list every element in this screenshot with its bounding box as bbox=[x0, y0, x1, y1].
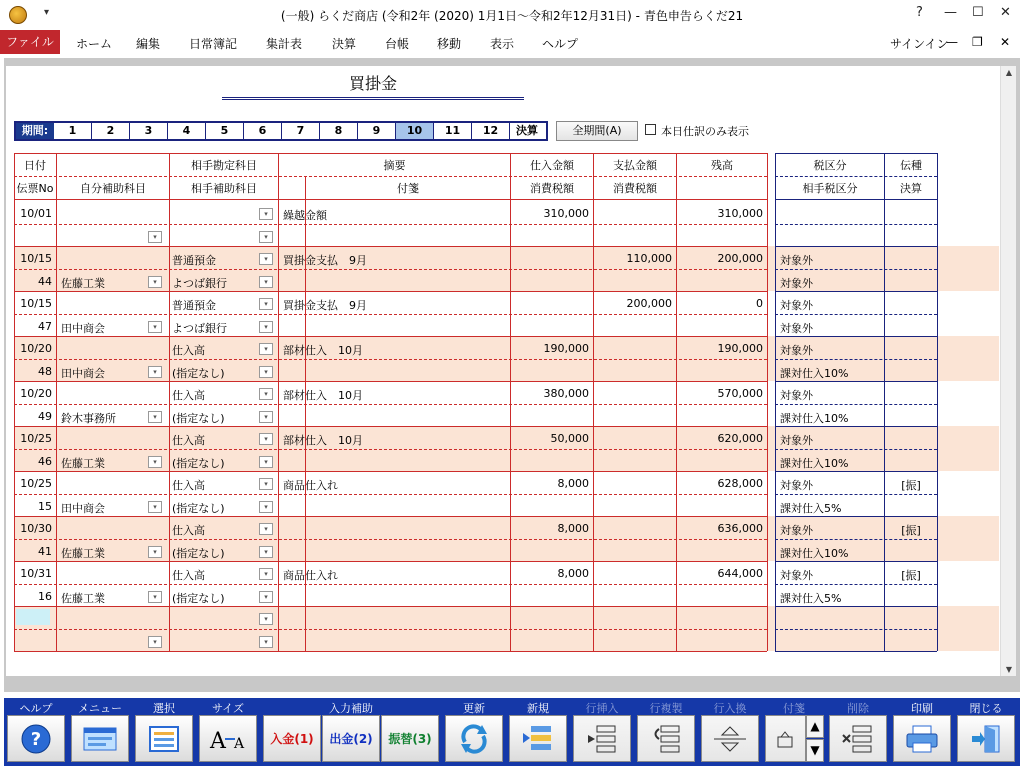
print-tool[interactable] bbox=[890, 698, 954, 766]
dropdown-arrow-icon[interactable]: ▾ bbox=[259, 276, 273, 288]
window-title: (一般) らくだ商店 (令和2年 (2020) 1月1日～令和2年12月31日) - 青色申告らくだ21 bbox=[280, 9, 744, 23]
entry-description[interactable]: 部材仕入 10月 bbox=[283, 389, 363, 402]
row-insert-tool[interactable] bbox=[570, 698, 634, 766]
month-4[interactable]: 4 bbox=[168, 123, 206, 139]
entry-balance: 570,000 bbox=[717, 387, 763, 400]
grid-line bbox=[14, 471, 767, 472]
size-tool-button[interactable] bbox=[199, 715, 257, 762]
input-assist-group bbox=[260, 698, 442, 766]
menu-bar bbox=[0, 30, 1024, 56]
entry-counter-sub-account[interactable]: (指定なし) bbox=[172, 547, 225, 560]
deposit-button[interactable]: 入金(1) bbox=[263, 715, 321, 762]
entry-purchase-amount[interactable]: 310,000 bbox=[543, 207, 589, 220]
input-cursor-cell[interactable] bbox=[16, 609, 50, 625]
dropdown-arrow-icon[interactable]: ▾ bbox=[259, 411, 273, 423]
entry-slip-no[interactable]: 16 bbox=[38, 590, 52, 603]
row-insert-tool-button[interactable] bbox=[573, 715, 631, 762]
dropdown-arrow-icon[interactable]: ▾ bbox=[259, 636, 273, 648]
entry-purchase-amount[interactable]: 50,000 bbox=[550, 432, 589, 445]
help-tool-label: ヘルプ bbox=[19, 702, 53, 715]
dropdown-arrow-icon[interactable]: ▾ bbox=[148, 366, 162, 378]
tax-grid-line bbox=[775, 314, 937, 315]
entry-slip-type: [振] bbox=[901, 569, 921, 582]
dropdown-arrow-icon[interactable]: ▾ bbox=[259, 231, 273, 243]
entry-slip-no[interactable]: 47 bbox=[38, 320, 52, 333]
month-8[interactable]: 8 bbox=[320, 123, 358, 139]
entry-tax-class[interactable]: 対象外 bbox=[780, 569, 813, 582]
help-tool-button[interactable] bbox=[7, 715, 65, 762]
entry-counter-tax-class[interactable]: 課対仕入10% bbox=[780, 367, 849, 380]
refresh-tool-button[interactable] bbox=[445, 715, 503, 762]
entry-description[interactable]: 繰越金額 bbox=[283, 209, 327, 222]
entry-date[interactable]: 10/30 bbox=[20, 522, 52, 535]
month-1[interactable]: 1 bbox=[54, 123, 92, 139]
header-sticky: 付箋 bbox=[397, 182, 419, 195]
dropdown-arrow-icon[interactable]: ▾ bbox=[259, 568, 273, 580]
month-closing[interactable]: 決算 bbox=[516, 124, 538, 137]
entry-purchase-amount[interactable]: 8,000 bbox=[557, 522, 589, 535]
dropdown-arrow-icon[interactable]: ▾ bbox=[148, 636, 162, 648]
header-own-sub-account: 自分補助科目 bbox=[80, 182, 146, 195]
entry-own-sub-account[interactable]: 鈴木事務所 bbox=[61, 412, 116, 425]
menu-tool-label: メニュー bbox=[78, 702, 122, 715]
entry-own-sub-account[interactable]: 田中商会 bbox=[61, 502, 105, 515]
sticky-tool-button[interactable] bbox=[765, 715, 806, 762]
help-button[interactable]: ? bbox=[916, 5, 923, 20]
entry-counter-account[interactable]: 仕入高 bbox=[172, 344, 205, 357]
entry-tax-class[interactable]: 対象外 bbox=[780, 344, 813, 357]
menu-view[interactable]: 表示 bbox=[490, 37, 515, 51]
exit-door-icon bbox=[969, 723, 1003, 755]
grid-line bbox=[14, 426, 767, 427]
menu-closing[interactable]: 決算 bbox=[332, 37, 357, 51]
tax-grid-line bbox=[775, 606, 937, 607]
tax-grid-line bbox=[775, 381, 937, 382]
entry-counter-sub-account[interactable]: (指定なし) bbox=[172, 502, 225, 515]
child-minimize-button[interactable]: — bbox=[946, 35, 958, 49]
withdraw-button[interactable]: 出金(2) bbox=[322, 715, 380, 762]
entry-description[interactable]: 商品仕入れ bbox=[283, 479, 338, 492]
entry-tax-class[interactable]: 対象外 bbox=[780, 254, 813, 267]
dropdown-arrow-icon[interactable]: ▾ bbox=[259, 456, 273, 468]
sticky-up-icon[interactable]: ▲ bbox=[806, 715, 824, 738]
entry-own-sub-account[interactable]: 佐藤工業 bbox=[61, 592, 105, 605]
header-payment: 支払金額 bbox=[613, 159, 657, 172]
entry-slip-no[interactable]: 15 bbox=[38, 500, 52, 513]
input-assist-label: 入力補助 bbox=[329, 702, 373, 715]
entry-counter-sub-account[interactable]: (指定なし) bbox=[172, 592, 225, 605]
entry-balance: 190,000 bbox=[717, 342, 763, 355]
tax-grid-line bbox=[775, 539, 937, 540]
dropdown-arrow-icon[interactable]: ▾ bbox=[259, 523, 273, 535]
entry-tax-class[interactable]: 対象外 bbox=[780, 479, 813, 492]
grid-line bbox=[14, 314, 767, 315]
entry-date[interactable]: 10/25 bbox=[20, 432, 52, 445]
entry-counter-sub-account[interactable]: よつば銀行 bbox=[172, 322, 227, 335]
tax-grid-line bbox=[775, 269, 937, 270]
svg-text:A: A bbox=[234, 735, 245, 752]
grid-line bbox=[14, 269, 767, 270]
grid-line bbox=[14, 449, 767, 450]
entry-slip-no[interactable]: 49 bbox=[38, 410, 52, 423]
dropdown-arrow-icon[interactable]: ▾ bbox=[259, 388, 273, 400]
page-title: 買掛金 bbox=[222, 71, 524, 100]
new-tool-label: 新規 bbox=[527, 702, 549, 715]
sticky-note-icon bbox=[775, 729, 797, 749]
tax-grid-line bbox=[775, 404, 937, 405]
tax-grid-line bbox=[775, 629, 937, 630]
refresh-icon bbox=[457, 722, 491, 756]
dropdown-arrow-icon[interactable]: ▾ bbox=[148, 411, 162, 423]
entry-date[interactable]: 10/15 bbox=[20, 252, 52, 265]
header-counter-sub-account: 相手補助科目 bbox=[191, 182, 257, 195]
dropdown-arrow-icon[interactable]: ▾ bbox=[259, 591, 273, 603]
delete-tool-button[interactable] bbox=[829, 715, 887, 762]
entry-own-sub-account[interactable]: 田中商会 bbox=[61, 322, 105, 335]
tax-grid-line bbox=[775, 449, 937, 450]
delete-row-icon bbox=[841, 723, 875, 755]
menu-screen-icon bbox=[82, 725, 118, 753]
entry-slip-no[interactable]: 48 bbox=[38, 365, 52, 378]
dropdown-arrow-icon[interactable]: ▾ bbox=[259, 343, 273, 355]
entry-counter-account[interactable]: 仕入高 bbox=[172, 434, 205, 447]
header-balance: 残高 bbox=[711, 159, 733, 172]
printer-icon bbox=[904, 723, 940, 755]
tax-grid-line bbox=[775, 336, 937, 337]
entry-purchase-amount[interactable]: 8,000 bbox=[557, 567, 589, 580]
grid-line bbox=[767, 153, 768, 651]
entry-tax-class[interactable]: 対象外 bbox=[780, 389, 813, 402]
grid-line bbox=[14, 561, 767, 562]
entry-description[interactable]: 買掛金支払 9月 bbox=[283, 254, 367, 267]
entry-counter-tax-class[interactable]: 対象外 bbox=[780, 322, 813, 335]
entry-own-sub-account[interactable]: 佐藤工業 bbox=[61, 457, 105, 470]
dropdown-arrow-icon[interactable]: ▾ bbox=[148, 456, 162, 468]
grid-line bbox=[593, 153, 594, 651]
dropdown-arrow-icon[interactable]: ▾ bbox=[148, 501, 162, 513]
entry-counter-account[interactable]: 普通預金 bbox=[172, 254, 216, 267]
menu-home[interactable]: ホーム bbox=[76, 37, 113, 51]
month-3[interactable]: 3 bbox=[130, 123, 168, 139]
entry-date[interactable]: 10/20 bbox=[20, 387, 52, 400]
entry-counter-tax-class[interactable]: 課対仕入10% bbox=[780, 412, 849, 425]
grid-line bbox=[14, 539, 767, 540]
close-tool-button[interactable] bbox=[957, 715, 1015, 762]
row-copy-tool[interactable] bbox=[634, 698, 698, 766]
refresh-tool[interactable] bbox=[442, 698, 506, 766]
month-2[interactable]: 2 bbox=[92, 123, 130, 139]
grid-line bbox=[14, 176, 767, 177]
today-only-label: 本日仕訳のみ表示 bbox=[661, 125, 749, 138]
tax-grid-line bbox=[775, 584, 937, 585]
entry-own-sub-account[interactable]: 佐藤工業 bbox=[61, 277, 105, 290]
entry-purchase-amount[interactable]: 190,000 bbox=[543, 342, 589, 355]
grid-line bbox=[278, 153, 279, 651]
tax-grid-line bbox=[775, 494, 937, 495]
entry-balance: 200,000 bbox=[717, 252, 763, 265]
maximize-button[interactable]: ☐ bbox=[972, 5, 984, 20]
sticky-down-icon[interactable]: ▼ bbox=[806, 739, 824, 762]
header-counter-tax-class: 相手税区分 bbox=[802, 182, 858, 195]
tax-grid-line bbox=[775, 153, 776, 651]
sticky-tool[interactable] bbox=[762, 698, 826, 766]
entry-counter-account[interactable]: 仕入高 bbox=[172, 524, 205, 537]
row-swap-icon bbox=[710, 723, 750, 755]
header-slip-no: 伝票No bbox=[16, 182, 54, 195]
svg-text:?: ? bbox=[30, 728, 42, 750]
header-closing: 決算 bbox=[900, 182, 922, 195]
close-tool-label: 閉じる bbox=[969, 702, 1003, 715]
function-toolbar bbox=[4, 698, 1020, 766]
entry-date[interactable]: 10/20 bbox=[20, 342, 52, 355]
header-purchase: 仕入金額 bbox=[530, 159, 574, 172]
entry-counter-account[interactable]: 仕入高 bbox=[172, 389, 205, 402]
tax-grid-line bbox=[937, 153, 938, 651]
entry-balance: 0 bbox=[756, 297, 763, 310]
tax-grid-line bbox=[775, 291, 937, 292]
size-tool[interactable] bbox=[196, 698, 260, 766]
dropdown-arrow-icon[interactable]: ▾ bbox=[148, 591, 162, 603]
entry-slip-no[interactable]: 44 bbox=[38, 275, 52, 288]
grid-line bbox=[14, 224, 767, 225]
scroll-down-icon[interactable]: ▼ bbox=[1005, 665, 1013, 674]
grid-line bbox=[14, 199, 767, 200]
dropdown-arrow-icon[interactable]: ▾ bbox=[259, 298, 273, 310]
child-restore-button[interactable]: ❐ bbox=[972, 35, 983, 49]
today-only-checkbox[interactable] bbox=[645, 124, 656, 135]
entry-slip-type: [振] bbox=[901, 524, 921, 537]
entry-counter-sub-account[interactable]: よつば銀行 bbox=[172, 277, 227, 290]
grid-line bbox=[14, 651, 767, 652]
dropdown-arrow-icon[interactable]: ▾ bbox=[259, 613, 273, 625]
entry-balance: 310,000 bbox=[717, 207, 763, 220]
grid-line bbox=[14, 494, 767, 495]
tax-grid-line bbox=[775, 561, 937, 562]
help-icon bbox=[20, 723, 52, 755]
close-tool[interactable] bbox=[954, 698, 1018, 766]
month-12[interactable]: 12 bbox=[472, 123, 510, 139]
row-copy-tool-button[interactable] bbox=[637, 715, 695, 762]
row-copy-icon bbox=[649, 723, 683, 755]
entry-balance: 620,000 bbox=[717, 432, 763, 445]
entry-slip-no[interactable]: 46 bbox=[38, 455, 52, 468]
header-description: 摘要 bbox=[383, 159, 406, 172]
dropdown-arrow-icon[interactable]: ▾ bbox=[259, 546, 273, 558]
header-purchase-tax: 消費税額 bbox=[530, 182, 574, 195]
menu-daily-bookkeeping[interactable]: 日常簿記 bbox=[189, 37, 238, 51]
close-button[interactable]: ✕ bbox=[1000, 5, 1011, 20]
entry-counter-sub-account[interactable]: (指定なし) bbox=[172, 412, 225, 425]
menu-edit[interactable]: 編集 bbox=[136, 37, 161, 51]
dropdown-arrow-icon[interactable]: ▾ bbox=[259, 253, 273, 265]
minimize-button[interactable]: — bbox=[944, 5, 957, 20]
entry-counter-account[interactable]: 仕入高 bbox=[172, 479, 205, 492]
entry-tax-class[interactable]: 対象外 bbox=[780, 524, 813, 537]
entry-slip-type: [振] bbox=[901, 479, 921, 492]
entry-payment-amount[interactable]: 110,000 bbox=[626, 252, 672, 265]
dropdown-arrow-icon[interactable]: ▾ bbox=[259, 321, 273, 333]
entry-counter-tax-class[interactable]: 対象外 bbox=[780, 277, 813, 290]
transfer-button[interactable]: 振替(3) bbox=[381, 715, 439, 762]
period-label: 期間: bbox=[16, 123, 54, 139]
new-tool-button[interactable] bbox=[509, 715, 567, 762]
menu-move[interactable]: 移動 bbox=[437, 37, 462, 51]
svg-text:A: A bbox=[210, 728, 226, 754]
grid-line bbox=[14, 584, 767, 585]
row-insert-icon bbox=[585, 723, 619, 755]
dropdown-arrow-icon[interactable]: ▾ bbox=[148, 231, 162, 243]
menu-tool[interactable] bbox=[68, 698, 132, 766]
delete-tool-label: 削除 bbox=[847, 702, 869, 715]
entry-date[interactable]: 10/25 bbox=[20, 477, 52, 490]
vertical-scrollbar[interactable] bbox=[1000, 66, 1016, 676]
new-tool[interactable] bbox=[506, 698, 570, 766]
dropdown-arrow-icon[interactable]: ▾ bbox=[259, 501, 273, 513]
entry-balance: 628,000 bbox=[717, 477, 763, 490]
grid-line bbox=[169, 153, 170, 651]
grid-line bbox=[14, 291, 767, 292]
entry-counter-account[interactable]: 仕入高 bbox=[172, 569, 205, 582]
tax-grid-line bbox=[775, 651, 937, 652]
grid-line bbox=[14, 381, 767, 382]
entry-counter-account[interactable]: 普通預金 bbox=[172, 299, 216, 312]
entry-date[interactable]: 10/15 bbox=[20, 297, 52, 310]
header-slip-type: 伝種 bbox=[900, 159, 922, 172]
header-counter-account: 相手勘定科目 bbox=[191, 159, 257, 172]
dropdown-arrow-icon[interactable]: ▾ bbox=[148, 321, 162, 333]
tax-grid-line bbox=[775, 224, 937, 225]
sticky-tool-label: 付箋 bbox=[783, 702, 805, 715]
dropdown-arrow-icon[interactable]: ▾ bbox=[148, 546, 162, 558]
grid-line bbox=[14, 516, 767, 517]
tax-grid-line bbox=[775, 516, 937, 517]
row-swap-tool-label: 行入換 bbox=[713, 702, 747, 715]
select-tool-label: 選択 bbox=[153, 702, 175, 715]
tax-grid-line bbox=[775, 471, 937, 472]
entry-balance: 644,000 bbox=[717, 567, 763, 580]
entry-tax-class[interactable]: 対象外 bbox=[780, 299, 813, 312]
grid-line bbox=[14, 404, 767, 405]
entry-description[interactable]: 商品仕入れ bbox=[283, 569, 338, 582]
grid-line bbox=[14, 629, 767, 630]
font-size-icon bbox=[208, 724, 248, 754]
entry-counter-tax-class[interactable]: 課対仕入5% bbox=[780, 592, 842, 605]
header-tax-class: 税区分 bbox=[813, 159, 847, 172]
month-11[interactable]: 11 bbox=[434, 123, 472, 139]
dropdown-arrow-icon[interactable]: ▾ bbox=[259, 208, 273, 220]
grid-line bbox=[56, 153, 57, 651]
grid-line bbox=[14, 153, 767, 154]
scroll-up-icon[interactable]: ▲ bbox=[1005, 68, 1013, 77]
entry-purchase-amount[interactable]: 380,000 bbox=[543, 387, 589, 400]
grid-line bbox=[14, 246, 767, 247]
entry-date[interactable]: 10/01 bbox=[20, 207, 52, 220]
row-swap-tool[interactable] bbox=[698, 698, 762, 766]
menu-ledger[interactable]: 台帳 bbox=[385, 37, 410, 51]
dropdown-arrow-icon[interactable]: ▾ bbox=[148, 276, 162, 288]
entry-tax-class[interactable]: 対象外 bbox=[780, 434, 813, 447]
select-tool[interactable] bbox=[132, 698, 196, 766]
month-6[interactable]: 6 bbox=[244, 123, 282, 139]
header-payment-tax: 消費税額 bbox=[613, 182, 657, 195]
row-insert-tool-label: 行挿入 bbox=[585, 702, 619, 715]
month-9[interactable]: 9 bbox=[358, 123, 396, 139]
status-band bbox=[4, 676, 1020, 692]
entry-slip-no[interactable]: 41 bbox=[38, 545, 52, 558]
delete-tool[interactable] bbox=[826, 698, 890, 766]
help-tool[interactable] bbox=[4, 698, 68, 766]
entry-counter-tax-class[interactable]: 課対仕入10% bbox=[780, 547, 849, 560]
tax-grid-line bbox=[775, 426, 937, 427]
entry-counter-sub-account[interactable]: (指定なし) bbox=[172, 457, 225, 470]
entry-counter-tax-class[interactable]: 課対仕入10% bbox=[780, 457, 849, 470]
row-swap-tool-button[interactable] bbox=[701, 715, 759, 762]
menu-summary[interactable]: 集計表 bbox=[266, 37, 303, 51]
grid-line bbox=[14, 359, 767, 360]
refresh-tool-label: 更新 bbox=[463, 702, 485, 715]
tax-grid-line bbox=[775, 199, 937, 200]
select-list-icon bbox=[147, 724, 181, 754]
entry-description[interactable]: 買掛金支払 9月 bbox=[283, 299, 367, 312]
entry-purchase-amount[interactable]: 8,000 bbox=[557, 477, 589, 490]
all-period-button[interactable]: 全期間(A) bbox=[556, 121, 638, 141]
grid-line bbox=[14, 606, 767, 607]
entry-counter-sub-account[interactable]: (指定なし) bbox=[172, 367, 225, 380]
print-tool-label: 印刷 bbox=[911, 702, 933, 715]
tax-grid-line bbox=[775, 153, 937, 154]
entry-counter-tax-class[interactable]: 課対仕入5% bbox=[780, 502, 842, 515]
entry-own-sub-account[interactable]: 佐藤工業 bbox=[61, 547, 105, 560]
entry-payment-amount[interactable]: 200,000 bbox=[626, 297, 672, 310]
size-tool-label: サイズ bbox=[211, 702, 245, 715]
menu-file[interactable]: ファイル bbox=[0, 30, 60, 54]
entry-balance: 636,000 bbox=[717, 522, 763, 535]
dropdown-arrow-icon[interactable]: ▾ bbox=[259, 366, 273, 378]
tax-grid-line bbox=[775, 359, 937, 360]
month-5[interactable]: 5 bbox=[206, 123, 244, 139]
entry-date[interactable]: 10/31 bbox=[20, 567, 52, 580]
print-tool-button[interactable] bbox=[893, 715, 951, 762]
child-close-button[interactable]: ✕ bbox=[1000, 35, 1011, 49]
header-date: 日付 bbox=[24, 159, 46, 172]
dropdown-arrow-icon[interactable]: ▾ bbox=[259, 478, 273, 490]
month-7[interactable]: 7 bbox=[282, 123, 320, 139]
entry-description[interactable]: 部材仕入 10月 bbox=[283, 344, 363, 357]
menu-help[interactable]: ヘルプ bbox=[542, 37, 579, 51]
entry-own-sub-account[interactable]: 田中商会 bbox=[61, 367, 105, 380]
signin-link[interactable]: サインイン bbox=[890, 37, 949, 51]
quick-access-dropdown-icon[interactable]: ▾ bbox=[44, 7, 50, 18]
tax-grid-line bbox=[775, 246, 937, 247]
new-entry-icon bbox=[521, 723, 555, 755]
period-selector bbox=[14, 121, 548, 141]
menu-tool-button[interactable] bbox=[71, 715, 129, 762]
row-copy-tool-label: 行複製 bbox=[649, 702, 683, 715]
entry-description[interactable]: 部材仕入 10月 bbox=[283, 434, 363, 447]
dropdown-arrow-icon[interactable]: ▾ bbox=[259, 433, 273, 445]
grid-line bbox=[14, 336, 767, 337]
select-tool-button[interactable] bbox=[135, 715, 193, 762]
tax-grid-line bbox=[775, 176, 937, 177]
title-bar bbox=[0, 0, 1024, 30]
month-10[interactable]: 10 bbox=[396, 123, 434, 139]
